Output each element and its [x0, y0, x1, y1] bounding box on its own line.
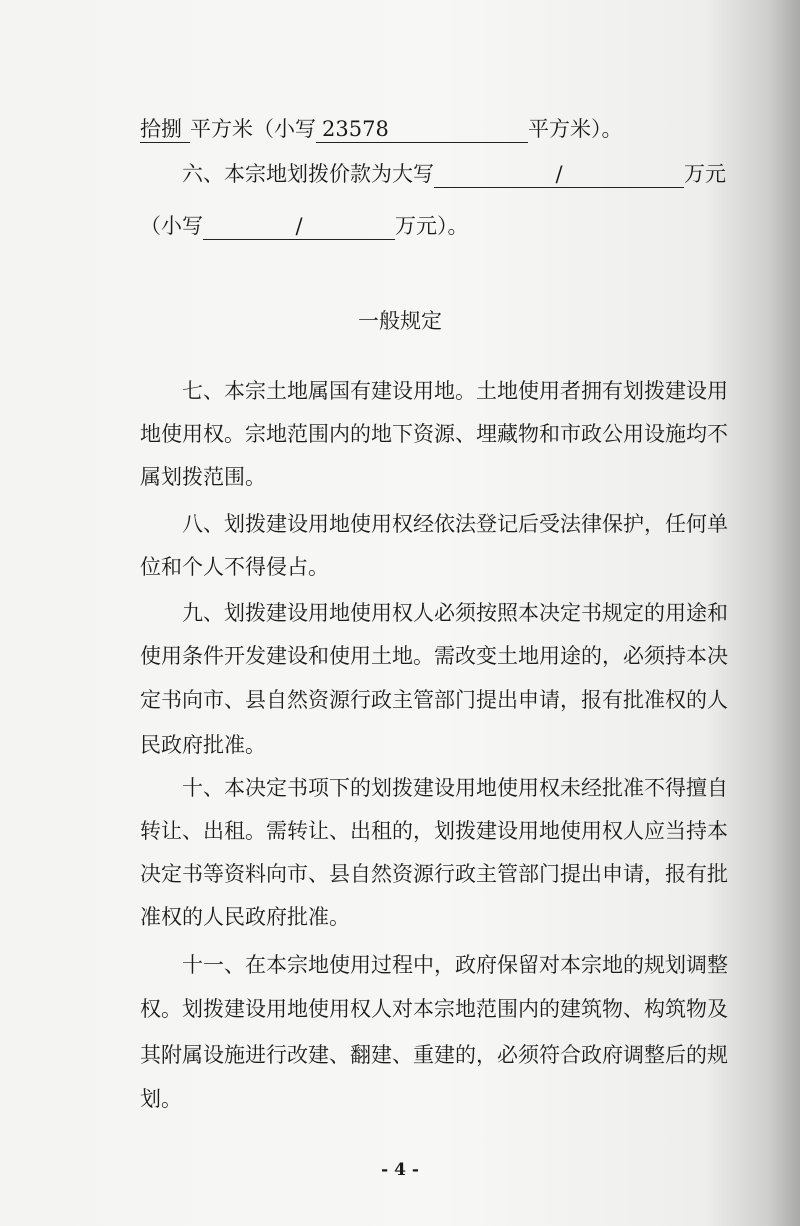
paragraph-10-line: 十、本决定书项下的划拨建设用地使用权未经批准不得擅自 — [182, 776, 728, 800]
paragraph-11-line: 权。划拨建设用地使用权人对本宗地范围内的建筑物、构筑物及 — [140, 997, 728, 1021]
paragraph-10-line: 转让、出租。需转让、出租的，划拨建设用地使用权人应当持本 — [140, 819, 728, 843]
paragraph-9-line: 九、划拨建设用地使用权人必须按照本决定书规定的用途和 — [182, 601, 728, 625]
price-line — [182, 159, 782, 189]
page-number: - 4 - — [381, 1160, 419, 1180]
paragraph-10-line: 准权的人民政府批准。 — [140, 905, 350, 929]
price-small-line — [140, 211, 740, 241]
paragraph-11-line: 其附属设施进行改建、翻建、重建的，必须符合政府调整后的规 — [140, 1043, 728, 1067]
price-label: 六、本宗地划拨价款为大写 — [182, 162, 434, 186]
price-small-value: / — [203, 213, 395, 240]
paragraph-7-line: 地使用权。宗地范围内的地下资源、埋藏物和市政公用设施均不 — [140, 422, 728, 446]
paragraph-9-line: 民政府批准。 — [140, 733, 266, 757]
paragraph-7-line: 属划拨范围。 — [140, 465, 266, 489]
paragraph-7-line: 七、本宗土地属国有建设用地。土地使用者拥有划拨建设用 — [182, 379, 728, 403]
paragraph-11-line: 划。 — [140, 1087, 182, 1111]
area-line — [140, 114, 740, 144]
price-unit: 万元 — [684, 162, 726, 186]
paragraph-9-line: 定书向市、县自然资源行政主管部门提出申请，报有批准权的人 — [140, 688, 728, 712]
area-small-value: 23578 — [316, 116, 528, 143]
price-small-prefix: （小写 — [140, 214, 203, 238]
area-unit-suffix: 平方米）。 — [528, 117, 623, 141]
area-unit-prefix: 平方米（小写 — [190, 117, 316, 141]
section-title: 一般规定 — [358, 309, 442, 333]
paragraph-9-line: 使用条件开发建设和使用土地。需改变土地用途的，必须持本决 — [140, 644, 728, 668]
paragraph-8-line: 位和个人不得侵占。 — [140, 555, 329, 579]
paragraph-10-line: 决定书等资料向市、县自然资源行政主管部门提出申请，报有批 — [140, 862, 728, 886]
paragraph-11-line: 十一、在本宗地使用过程中，政府保留对本宗地的规划调整 — [182, 953, 728, 977]
area-big-value: 拾捌 — [140, 116, 190, 143]
price-big-value: / — [434, 161, 684, 188]
price-small-suffix: 万元）。 — [395, 214, 469, 238]
paragraph-8-line: 八、划拨建设用地使用权经依法登记后受法律保护，任何单 — [182, 512, 728, 536]
